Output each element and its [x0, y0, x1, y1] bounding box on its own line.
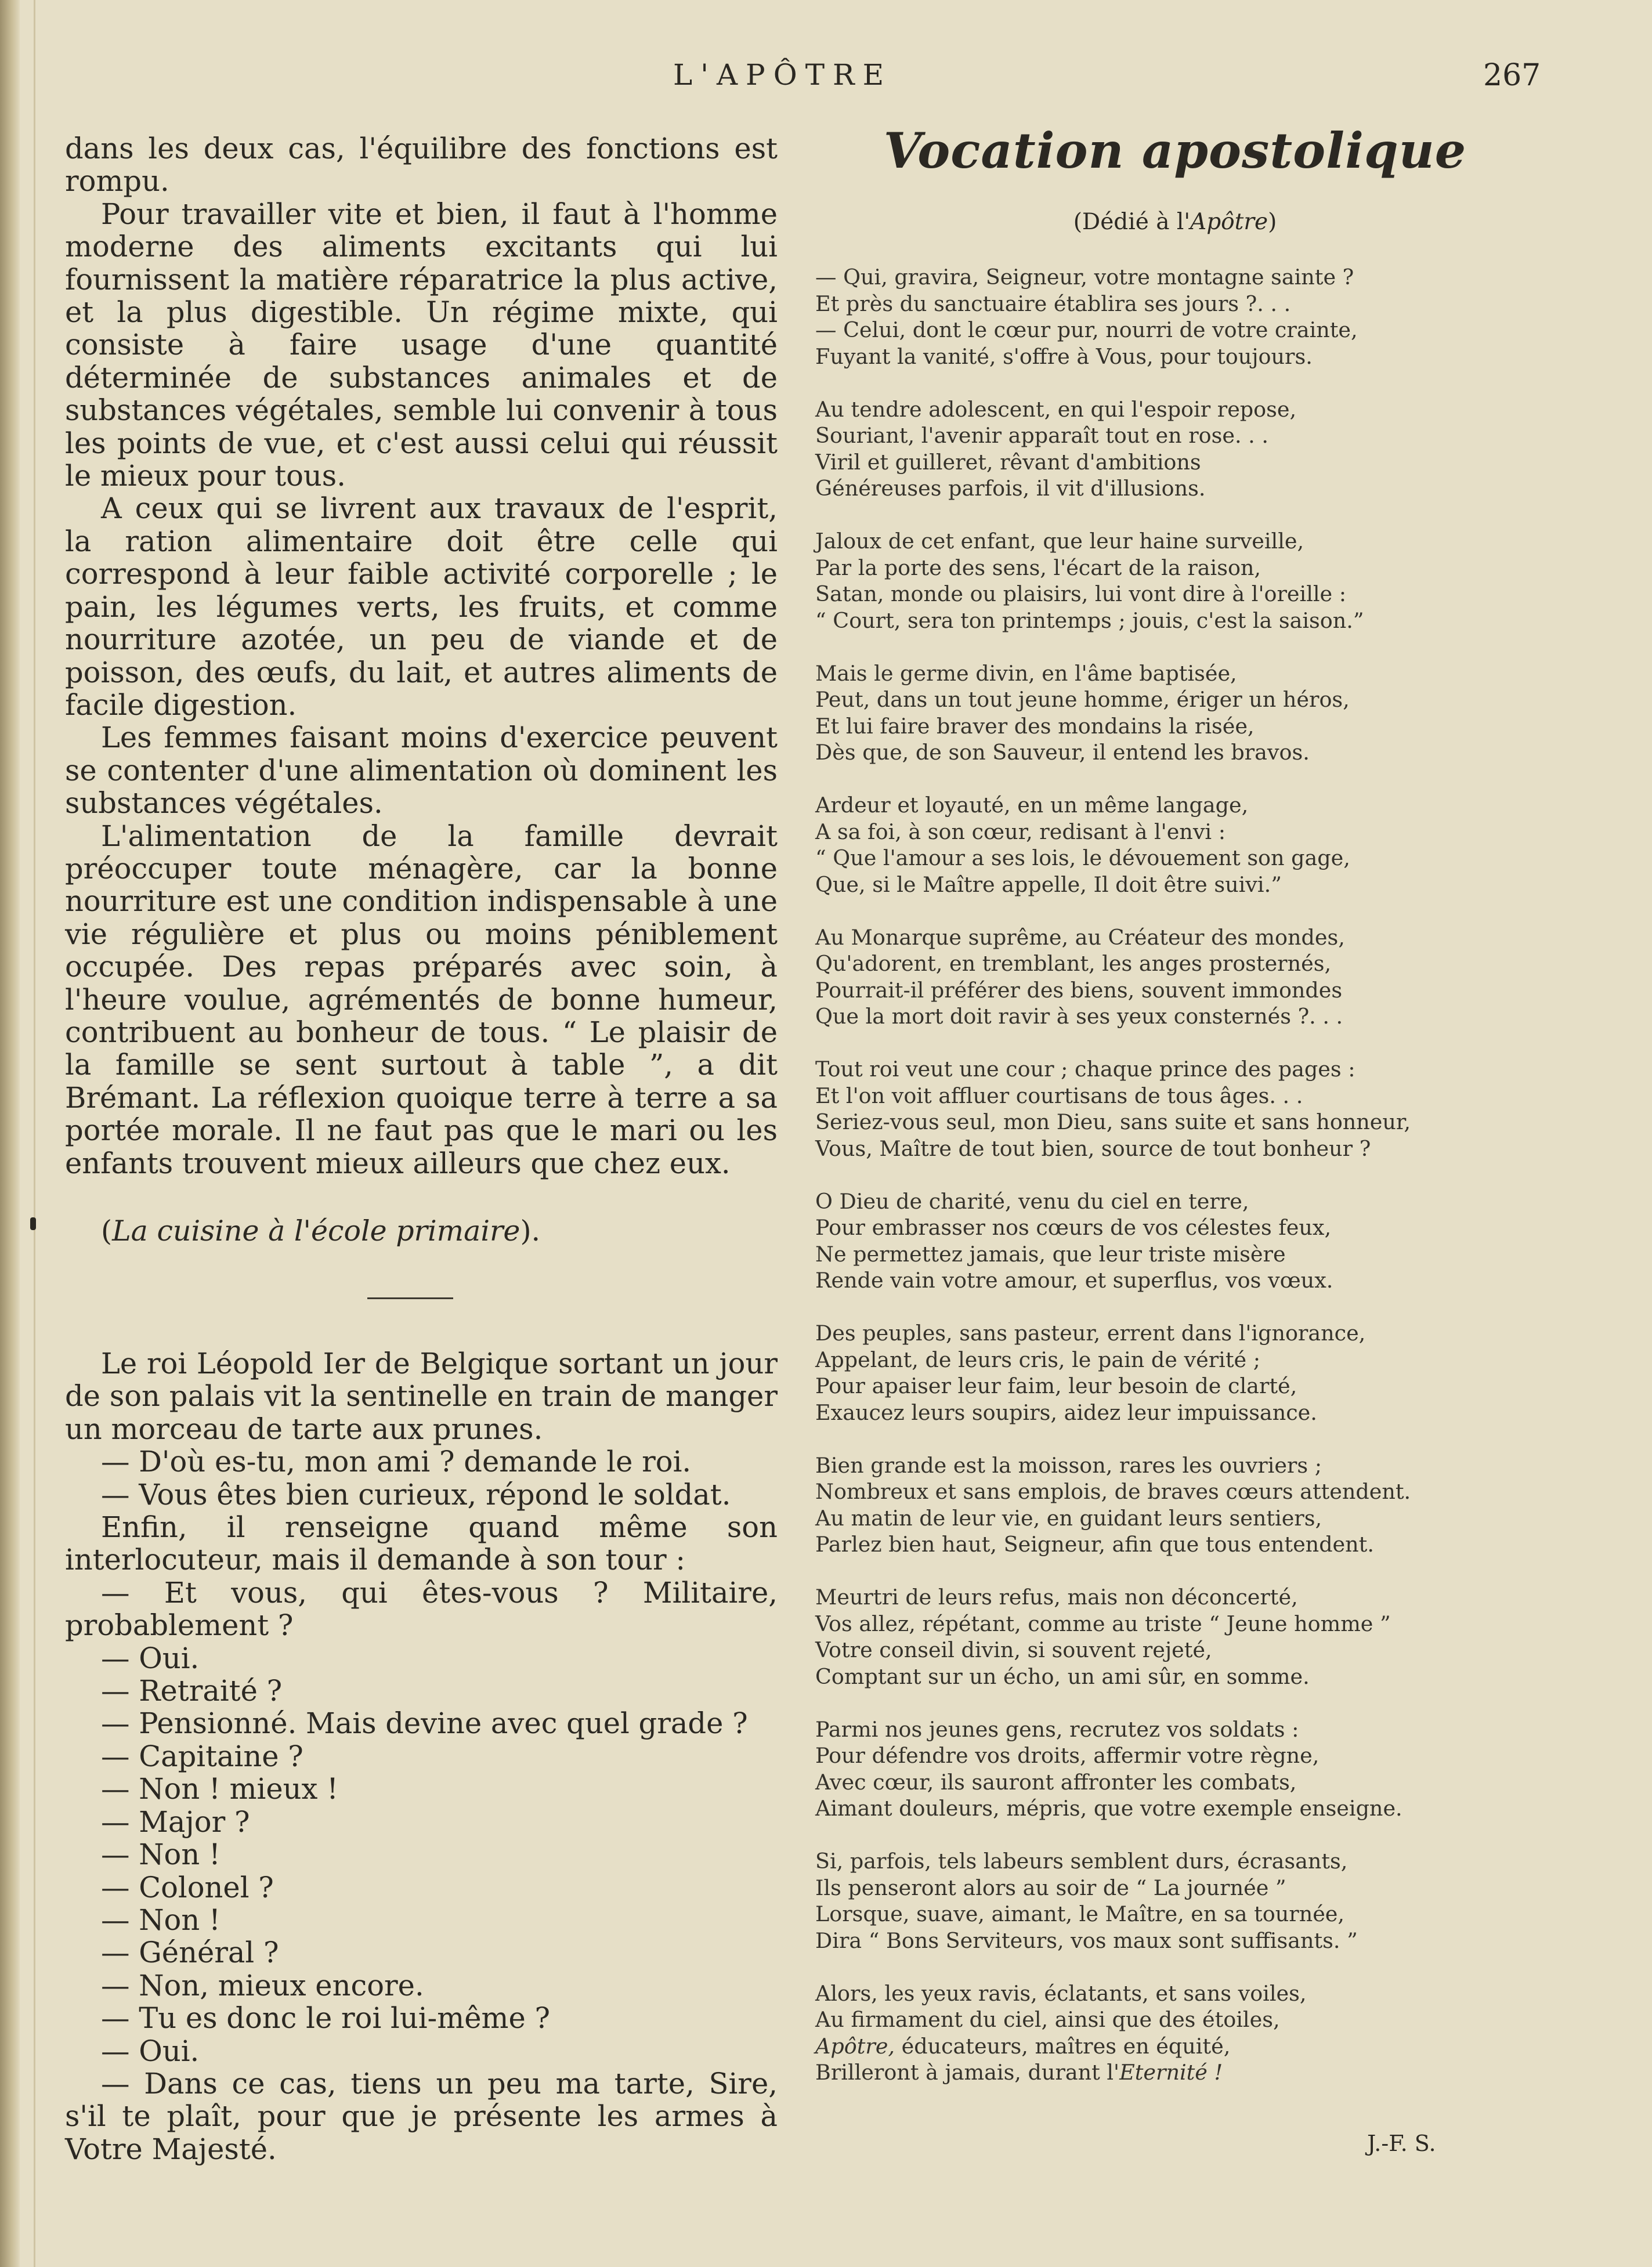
poem-line: — Celui, dont le cœur pur, nourri de votre crainte,: [815, 317, 1358, 342]
poem-line: Pourrait-il préférer des biens, souvent immondes: [815, 977, 1343, 1003]
poem-line: Ils penseront alors au soir de “ La journée ”: [815, 1875, 1286, 1900]
article-source: (La cuisine à l'école primaire).: [101, 1214, 541, 1248]
poem-stanza: [815, 1188, 1506, 1294]
poem-line: Lorsque, suave, aimant, le Maître, en sa tournée,: [815, 1901, 1345, 1926]
poem-line: Peut, dans un tout jeune homme, ériger un héros,: [815, 687, 1350, 712]
poem-title: Vocation apostolique: [883, 122, 1467, 179]
anecdote-paragraph: — Et vous, qui êtes-vous ? Militaire, probablement ?: [65, 1575, 778, 1643]
anecdote-paragraph: Enfin, il renseigne quand même son interlocuteur, mais il demande à son tour :: [65, 1510, 778, 1577]
poem-line: “ Que l'amour a ses lois, le dévouement son gage,: [815, 845, 1350, 870]
poem-line: O Dieu de charité, venu du ciel en terre,: [815, 1188, 1249, 1214]
poem-body: [815, 264, 1506, 2112]
poem-line: Par la porte des sens, l'écart de la raison,: [815, 555, 1261, 580]
poem-line: Satan, monde ou plaisirs, lui vont dire à l'oreille :: [815, 581, 1347, 606]
section-divider: [367, 1297, 453, 1299]
poem-stanza: [815, 660, 1506, 766]
poem-line: Comptant sur un écho, un ami sûr, en somme.: [815, 1664, 1310, 1689]
poem-line: Pour défendre vos droits, affermir votre règne,: [815, 1743, 1320, 1768]
page-number: 267: [1483, 58, 1541, 93]
poem-line: Au tendre adolescent, en qui l'espoir repose,: [815, 396, 1297, 422]
article-paragraph: L'alimentation de la famille devrait préoccuper toute ménagère, car la bonne nourriture est une condition indispensable à une vie régulière et plus ou moins péniblement occupée. Des repas préparés avec soin, à l'heure voulue, agrémentés de bonne humeur, contribuent au bonheur de tous. “ Le plaisir de la famille se sent surtout à table ”, a dit Brémant. La réflexion quoique terre à terre a sa portée morale. Il ne faut pas que le mari ou les enfants trouvent mieux ailleurs que chez eux.: [65, 819, 778, 1180]
poem-line: Généreuses parfois, il vit d'illusions.: [815, 476, 1206, 501]
poem-line: Et l'on voit affluer courtisans de tous âges. . .: [815, 1083, 1303, 1108]
anecdote-paragraph: Le roi Léopold Ier de Belgique sortant un jour de son palais vit la sentinelle en train de manger un morceau de tarte aux prunes.: [65, 1347, 778, 1446]
book-spine-shadow: [0, 0, 20, 2267]
anecdote-paragraph: — Non ! mieux !: [101, 1772, 339, 1806]
poem-line: Si, parfois, tels labeurs semblent durs, écrasants,: [815, 1849, 1348, 1874]
poem-line: Pour apaiser leur faim, leur besoin de clarté,: [815, 1373, 1297, 1398]
anecdote-paragraph: — Non !: [101, 1838, 220, 1872]
anecdote-paragraph: — D'où es-tu, mon ami ? demande le roi.: [101, 1445, 692, 1479]
poem-stanza: [815, 528, 1506, 634]
poem-line: Avec cœur, ils sauront affronter les combats,: [815, 1769, 1297, 1795]
poem-line: Seriez-vous seul, mon Dieu, sans suite et sans honneur,: [815, 1109, 1411, 1134]
poem-line: Apôtre, éducateurs, maîtres en équité,: [815, 2033, 1231, 2059]
poem-line: Appelant, de leurs cris, le pain de vérité ;: [815, 1347, 1260, 1372]
poem-line: “ Court, sera ton printemps ; jouis, c'est la saison.”: [815, 608, 1364, 633]
poem-line: Aimant douleurs, mépris, que votre exemple enseigne.: [815, 1796, 1402, 1821]
poem-line: Parlez bien haut, Seigneur, afin que tous entendent.: [815, 1532, 1374, 1557]
poem-stanza: [815, 1452, 1506, 1558]
poem-stanza: [815, 1848, 1506, 1954]
poem-signature: J.-F. S.: [1367, 2131, 1436, 2156]
poem-line: Mais le germe divin, en l'âme baptisée,: [815, 660, 1237, 686]
poem-line: Souriant, l'avenir apparaît tout en rose. . .: [815, 423, 1268, 448]
anecdote-paragraph: — Général ?: [101, 1936, 279, 1970]
anecdote-paragraph: — Colonel ?: [101, 1870, 274, 1904]
anecdote-paragraph: — Major ?: [101, 1805, 250, 1839]
poem-line: Ardeur et loyauté, en un même langage,: [815, 793, 1249, 818]
poem-line: Jaloux de cet enfant, que leur haine surveille,: [815, 529, 1304, 554]
anecdote: [65, 1347, 778, 2165]
poem-line: Vos allez, répétant, comme au triste “ Jeune homme ”: [815, 1611, 1391, 1636]
anecdote-paragraph: — Non, mieux encore.: [101, 1968, 424, 2002]
anecdote-paragraph: — Oui.: [101, 2034, 200, 2068]
poem-stanza: [815, 264, 1506, 370]
poem-line: Au firmament du ciel, ainsi que des étoiles,: [815, 2007, 1280, 2032]
poem-line: Au matin de leur vie, en guidant leurs sentiers,: [815, 1505, 1322, 1531]
poem-line: Qu'adorent, en tremblant, les anges prosternés,: [815, 951, 1332, 976]
source-title: La cuisine à l'école primaire: [112, 1214, 520, 1248]
poem-line: Et lui faire braver des mondains la risée,: [815, 713, 1255, 739]
poem-line: Alors, les yeux ravis, éclatants, et sans voiles,: [815, 1980, 1307, 2006]
poem-line: Dira “ Bons Serviteurs, vos maux sont suffisants. ”: [815, 1928, 1358, 1953]
left-article: [65, 132, 778, 1180]
poem-stanza: [815, 924, 1506, 1030]
poem-line: Pour embrasser nos cœurs de vos célestes feux,: [815, 1215, 1332, 1240]
anecdote-paragraph: — Pensionné. Mais devine avec quel grade ?: [101, 1706, 748, 1741]
poem-line: A sa foi, à son cœur, redisant à l'envi :: [815, 819, 1226, 844]
poem-line: Dès que, de son Sauveur, il entend les bravos.: [815, 740, 1310, 765]
poem-line: Parmi nos jeunes gens, recrutez vos soldats :: [815, 1716, 1299, 1742]
poem-line: Fuyant la vanité, s'offre à Vous, pour toujours.: [815, 344, 1313, 369]
anecdote-paragraph: — Capitaine ?: [101, 1739, 303, 1773]
poem-stanza: [815, 396, 1506, 502]
running-title: L'APÔTRE: [673, 58, 892, 92]
article-paragraph: dans les deux cas, l'équilibre des fonctions est rompu.: [65, 132, 778, 198]
poem-line: Exaucez leurs soupirs, aidez leur impuissance.: [815, 1400, 1317, 1425]
margin-mark: [30, 1217, 36, 1230]
poem-line: Ne permettez jamais, que leur triste misère: [815, 1241, 1286, 1267]
poem-stanza: [815, 1584, 1506, 1690]
poem-dedication: (Dédié à l'Apôtre): [1073, 209, 1277, 235]
poem-stanza: [815, 1716, 1506, 1822]
anecdote-paragraph: — Retraité ?: [101, 1674, 283, 1708]
anecdote-paragraph: — Non !: [101, 1903, 220, 1937]
gutter-line: [34, 0, 35, 2267]
poem-line: Rende vain votre amour, et superflus, vos vœux.: [815, 1268, 1333, 1293]
poem-line: — Qui, gravira, Seigneur, votre montagne sainte ?: [815, 265, 1354, 290]
poem-line: Et près du sanctuaire établira ses jours ?. . .: [815, 291, 1291, 316]
poem-line: Nombreux et sans emplois, de braves cœurs attendent.: [815, 1479, 1411, 1504]
poem-line: Vous, Maître de tout bien, source de tout bonheur ?: [815, 1136, 1371, 1161]
anecdote-paragraph: — Dans ce cas, tiens un peu ma tarte, Sire, s'il te plaît, pour que je présente les armes à Votre Majesté.: [65, 2066, 778, 2166]
poem-line: Au Monarque suprême, au Créateur des mondes,: [815, 924, 1345, 950]
article-paragraph: Pour travailler vite et bien, il faut à l'homme moderne des aliments excitants qui lui fournissent la matière réparatrice la plus active, et la plus digestible. Un régime mixte, qui consiste à faire usage d'une quantité déterminée de substances animales et de substances végétales, semble lui convenir à tous les points de vue, et c'est aussi celui qui réussit le mieux pour tous.: [65, 197, 778, 493]
poem-line: Que la mort doit ravir à ses yeux consternés ?. . .: [815, 1004, 1343, 1029]
anecdote-paragraph: — Tu es donc le roi lui-même ?: [101, 2001, 551, 2035]
poem-line: Des peuples, sans pasteur, errent dans l'ignorance,: [815, 1321, 1366, 1346]
poem-stanza: [815, 1980, 1506, 2086]
poem-line: Votre conseil divin, si souvent rejeté,: [815, 1637, 1212, 1662]
poem-stanza: [815, 1320, 1506, 1426]
poem-stanza: [815, 792, 1506, 898]
poem-line: Viril et guilleret, rêvant d'ambitions: [815, 449, 1201, 475]
anecdote-paragraph: — Oui.: [101, 1641, 200, 1675]
article-paragraph: A ceux qui se livrent aux travaux de l'esprit, la ration alimentaire doit être celle qui correspond à leur faible activité corporelle ; le pain, les légumes verts, les fruits, et comme nourriture azotée, un peu de viande et de poisson, des œufs, du lait, et autres aliments de facile digestion.: [65, 491, 778, 722]
poem-line: Meurtri de leurs refus, mais non déconcerté,: [815, 1585, 1298, 1610]
poem-line: Bien grande est la moisson, rares les ouvriers ;: [815, 1452, 1322, 1478]
poem-line: Tout roi veut une cour ; chaque prince des pages :: [815, 1057, 1355, 1082]
poem-stanza: [815, 1056, 1506, 1162]
anecdote-paragraph: — Vous êtes bien curieux, répond le soldat.: [101, 1477, 731, 1512]
poem-line: Brilleront à jamais, durant l'Eternité !: [815, 2060, 1223, 2085]
article-paragraph: Les femmes faisant moins d'exercice peuvent se contenter d'une alimentation où dominent les substances végétales.: [65, 721, 778, 820]
poem-line: Que, si le Maître appelle, Il doit être suivi.”: [815, 872, 1282, 897]
